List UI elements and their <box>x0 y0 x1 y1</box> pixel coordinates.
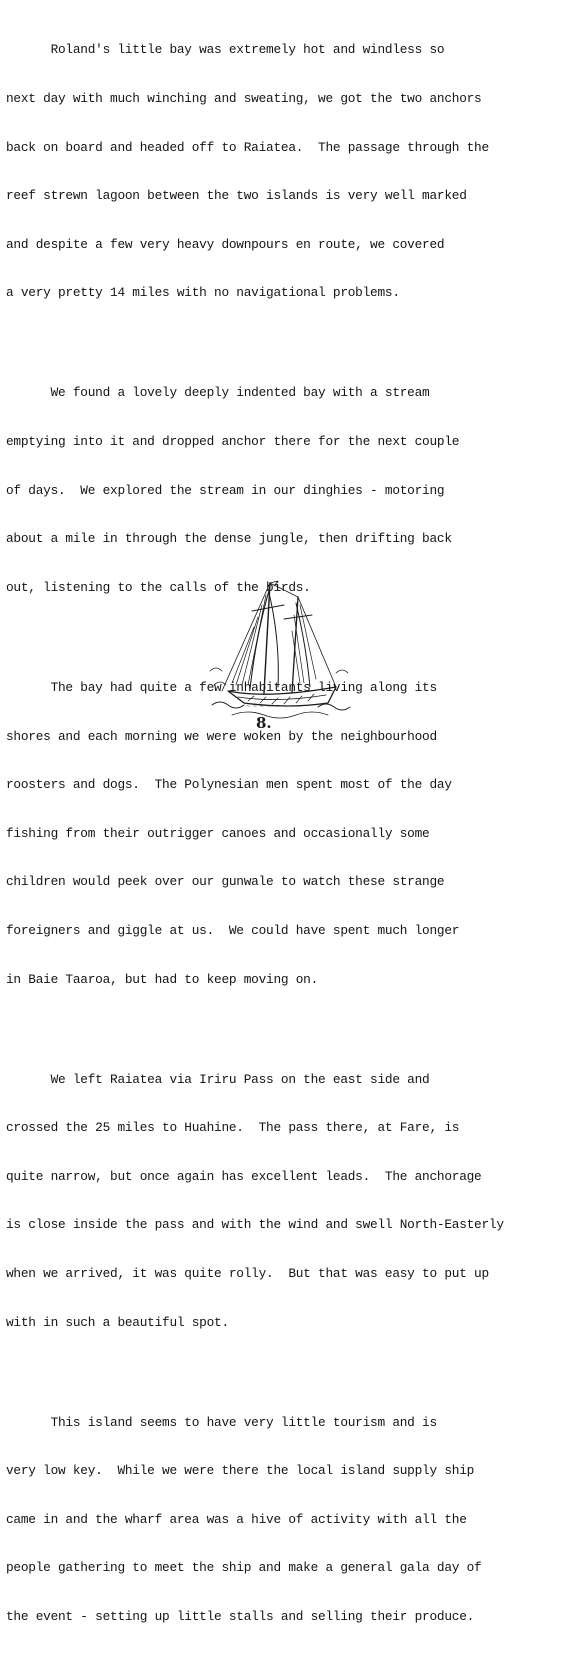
paragraph-4 <box>6 1039 566 1363</box>
text-line: We left Raiatea via Iriru Pass on the east side and <box>6 1071 430 1087</box>
text-line: and despite a few very heavy downpours en route, we covered <box>6 236 445 252</box>
text-line: crossed the 25 miles to Huahine. The pass there, at Fare, is <box>6 1120 460 1136</box>
text-line: This island seems to have very little tourism and is <box>6 1414 437 1430</box>
text-line: very low key. While we were there the local island supply ship <box>6 1463 475 1479</box>
text-line: in Baie Taaroa, but had to keep moving on. <box>6 971 319 987</box>
artist-signature: ~ ~ ~ ~ ~ ~ ~ ~ <box>246 704 299 710</box>
text-line: people gathering to meet the ship and make a general gala day of <box>6 1560 482 1576</box>
text-line: quite narrow, but once again has excellent leads. The anchorage <box>6 1168 482 1184</box>
text-line: the event - setting up little stalls and selling their produce. <box>6 1609 475 1625</box>
text-line: Roland's little bay was extremely hot and windless so <box>6 42 445 58</box>
text-line: when we arrived, it was quite rolly. But that was easy to put up <box>6 1266 489 1282</box>
text-line: about a mile in through the dense jungle, then drifting back <box>6 531 452 547</box>
text-line: children would peek over our gunwale to watch these strange <box>6 874 445 890</box>
paragraph-5 <box>6 1382 566 1657</box>
text-line: roosters and dogs. The Polynesian men spent most of the day <box>6 777 452 793</box>
text-line: back on board and headed off to Raiatea. The passage through the <box>6 139 489 155</box>
text-line: The bay had quite a few inhabitants living along its <box>6 679 437 695</box>
paragraph-1 <box>6 10 566 334</box>
text-line: next day with much winching and sweating, we got the two anchors <box>6 91 482 107</box>
body-text <box>6 10 566 1677</box>
text-line: fishing from their outrigger canoes and occasionally some <box>6 825 430 841</box>
text-line: is close inside the pass and with the wind and swell North-Easterly <box>6 1217 504 1233</box>
text-line: came in and the wharf area was a hive of activity with all the <box>6 1511 467 1527</box>
text-line: of days. We explored the stream in our dinghies - motoring <box>6 482 445 498</box>
text-line: a very pretty 14 miles with no navigational problems. <box>6 285 400 301</box>
page-number: 8. <box>256 714 272 732</box>
text-line: with in such a beautiful spot. <box>6 1314 229 1330</box>
text-line: reef strewn lagoon between the two islands is very well marked <box>6 188 467 204</box>
text-line: emptying into it and dropped anchor there for the next couple <box>6 434 460 450</box>
text-line: foreigners and giggle at us. We could have spent much longer <box>6 922 460 938</box>
text-line: out, listening to the calls of the birds. <box>6 579 311 595</box>
text-line: We found a lovely deeply indented bay with a stream <box>6 385 430 401</box>
text-line: shores and each morning we were woken by the neighbourhood <box>6 728 437 744</box>
